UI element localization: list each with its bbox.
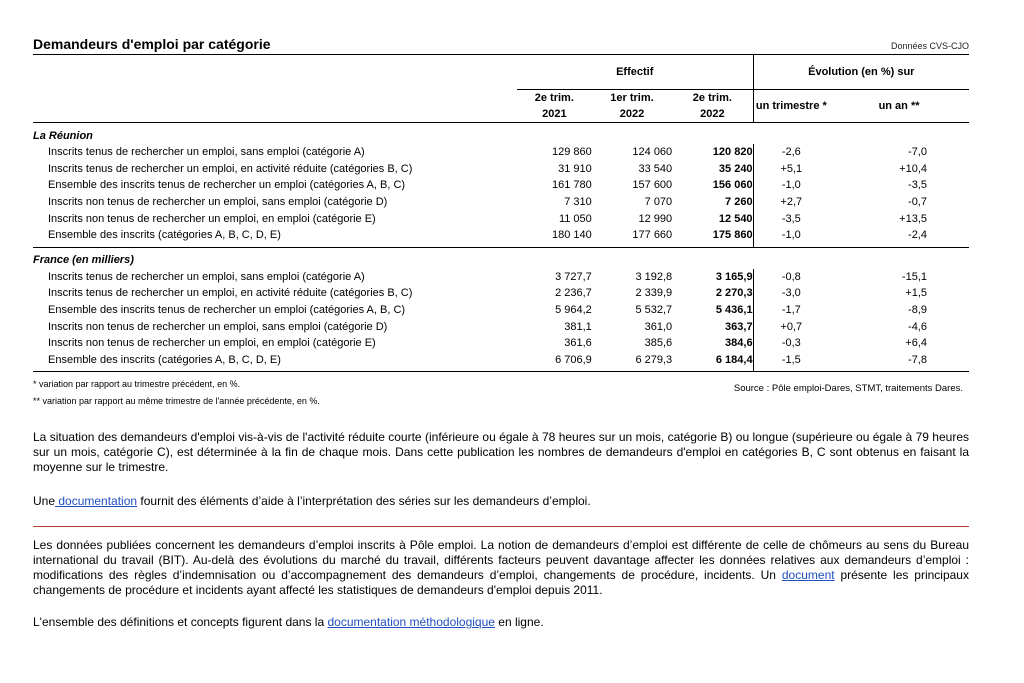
value-q2-2021: 6 706,9 [555, 353, 592, 366]
value-q1-2022: 385,6 [644, 337, 673, 350]
change-quarter: -1,5 [753, 352, 829, 369]
table-row [33, 302, 969, 319]
table-row [33, 210, 969, 227]
value-q2-2021: 11 050 [558, 212, 592, 225]
document-link[interactable]: document [781, 568, 835, 583]
paragraph-documentation: Une documentation fournit des éléments d’aide à l’interprétation des séries sur les demandeurs d’emploi. [33, 494, 591, 509]
change-quarter: -3,0 [753, 285, 829, 302]
change-year: -0,7 [908, 196, 927, 209]
change-year: +13,5 [899, 212, 927, 225]
data-note: Données CVS-CJO [890, 41, 969, 51]
section-header [33, 247, 969, 269]
value-q2-2022: 120 820 [712, 146, 753, 159]
page-title: Demandeurs d'emploi par catégorie [33, 36, 271, 52]
table-header-bar [33, 36, 969, 55]
value-q1-2022: 12 990 [638, 212, 673, 225]
change-quarter: -3,5 [753, 210, 829, 227]
value-q2-2022: 7 260 [725, 196, 753, 209]
table-row [33, 318, 969, 335]
column-header-row [33, 90, 969, 123]
change-year: -7,8 [908, 353, 927, 366]
row-label: Inscrits tenus de rechercher un emploi, sans emploi (catégorie A) [48, 270, 365, 283]
value-q2-2021: 129 860 [552, 146, 592, 159]
section-title: La Réunion [33, 129, 93, 142]
row-label: Ensemble des inscrits (catégories A, B, C, D, E) [48, 353, 281, 366]
notes [33, 379, 969, 409]
table-row [33, 269, 969, 286]
paragraph-activity: La situation des demandeurs d'emploi vis-à-vis de l'activité réduite courte (inférieure ou égale à 78 heures sur un mois, catégorie B) ou longue (supérieure ou égale à 79 heures sur un mois, catégorie C), est déterminée à la fin de chaque mois. Dans cette publication les nombres de demandeurs d'emploi en catégories B, C sont obtenus en faisant la moyenne sur le trimestre. [33, 430, 969, 475]
group-header-row [33, 55, 969, 90]
table-row [33, 194, 969, 211]
change-year: +6,4 [905, 337, 927, 350]
value-q1-2022: 7 070 [644, 196, 673, 209]
group-evolution: Évolution (en %) sur [753, 55, 969, 90]
change-quarter: -0,8 [753, 269, 829, 286]
documentation-link[interactable]: documentation [55, 494, 138, 509]
page-content [33, 36, 969, 630]
value-q2-2022: 363,7 [725, 320, 753, 333]
section-title: France (en milliers) [33, 254, 134, 267]
group-effectif: Effectif [517, 55, 753, 90]
col-q2-2021: 2e trim. 2021 [517, 90, 592, 123]
value-q1-2022: 5 532,7 [635, 304, 673, 317]
value-q2-2022: 6 184,4 [715, 353, 753, 366]
value-q1-2022: 124 060 [632, 146, 673, 159]
table-row [33, 144, 969, 161]
change-quarter: +5,1 [753, 161, 829, 178]
row-label: Inscrits non tenus de rechercher un emploi, en emploi (catégorie E) [48, 212, 376, 225]
col-q2-2022: 2e trim. 2022 [672, 90, 753, 123]
value-q2-2022: 384,6 [725, 337, 753, 350]
value-q1-2022: 361,0 [644, 320, 673, 333]
value-q1-2022: 3 192,8 [635, 270, 673, 283]
change-year: -15,1 [901, 270, 927, 283]
value-q2-2021: 361,6 [564, 337, 592, 350]
separator-line [33, 526, 969, 527]
footnote-quarter: * variation par rapport au trimestre précédent, en %. [33, 379, 241, 390]
row-label: Inscrits non tenus de rechercher un emploi, sans emploi (catégorie D) [48, 196, 388, 209]
value-q2-2021: 161 780 [552, 179, 592, 192]
paragraph-data-info: Les données publiées concernent les demandeurs d’emploi inscrits à Pôle emploi. La notion de demandeurs d’emploi est différente de celle de chômeurs au sens du Bureau international du travail (BIT). Au-delà des évolutions du marché du travail, différents facteurs peuvent davantage affecter les données relatives aux demandeurs d’emploi : modifications des règles d’indemnisation ou d’accompagnement des demandeurs d’emploi, changements de procédure, incidents. Un document présente les principaux changements de procédure et incidents ayant affecté les statistiques de demandeurs d'emploi depuis 2011. [33, 538, 969, 598]
value-q2-2021: 5 964,2 [555, 304, 592, 317]
value-q2-2022: 5 436,1 [715, 304, 753, 317]
value-q2-2022: 35 240 [718, 162, 753, 175]
change-quarter: -1,0 [753, 227, 829, 244]
table-row [33, 335, 969, 352]
table-row [33, 227, 969, 244]
row-label: Inscrits non tenus de rechercher un emploi, sans emploi (catégorie D) [48, 320, 388, 333]
methodology-link[interactable]: documentation méthodologique [327, 615, 495, 630]
source-note: Source : Pôle emploi-Dares, STMT, traitements Dares. [733, 383, 963, 395]
row-label: Inscrits tenus de rechercher un emploi, sans emploi (catégorie A) [48, 146, 365, 159]
value-q2-2021: 381,1 [564, 320, 592, 333]
change-quarter: +2,7 [753, 194, 829, 211]
footnote-year: ** variation par rapport au même trimestre de l'année précédente, en %. [33, 396, 320, 407]
value-q2-2021: 31 910 [558, 162, 592, 175]
value-q1-2022: 157 600 [632, 179, 673, 192]
row-label: Inscrits non tenus de rechercher un emploi, en emploi (catégorie E) [48, 337, 376, 350]
value-q1-2022: 6 279,3 [635, 353, 673, 366]
value-q2-2021: 3 727,7 [555, 270, 592, 283]
value-q2-2021: 180 140 [552, 229, 592, 242]
value-q1-2022: 2 339,9 [635, 287, 673, 300]
change-quarter: -1,0 [753, 177, 829, 194]
table-row [33, 285, 969, 302]
row-label: Ensemble des inscrits tenus de rechercher un emploi (catégories A, B, C) [48, 179, 406, 192]
col-year: un an ** [829, 90, 969, 123]
value-q2-2022: 3 165,9 [715, 270, 753, 283]
change-year: +1,5 [905, 287, 927, 300]
change-year: -4,6 [908, 320, 927, 333]
table-row [33, 352, 969, 369]
data-table [33, 55, 969, 372]
change-quarter: -1,7 [753, 302, 829, 319]
paragraph-definitions: L'ensemble des définitions et concepts figurent dans la documentation méthodologique en ligne. [33, 615, 544, 630]
change-quarter: -2,6 [753, 144, 829, 161]
section-divider [33, 368, 969, 372]
row-label: Ensemble des inscrits (catégories A, B, C, D, E) [48, 229, 281, 242]
value-q1-2022: 33 540 [638, 162, 673, 175]
value-q2-2022: 12 540 [718, 212, 753, 225]
change-quarter: -0,3 [753, 335, 829, 352]
value-q2-2022: 2 270,3 [715, 287, 753, 300]
change-year: +10,4 [899, 162, 927, 175]
change-year: -8,9 [908, 304, 927, 317]
table-row [33, 177, 969, 194]
value-q2-2022: 175 860 [712, 229, 753, 242]
row-label: Inscrits tenus de rechercher un emploi, en activité réduite (catégories B, C) [48, 287, 413, 300]
value-q2-2021: 7 310 [564, 196, 592, 209]
row-label: Ensemble des inscrits tenus de rechercher un emploi (catégories A, B, C) [48, 304, 406, 317]
change-year: -7,0 [908, 146, 927, 159]
value-q2-2022: 156 060 [712, 179, 753, 192]
table-row [33, 161, 969, 178]
col-quarter: un trimestre * [753, 90, 829, 123]
value-q2-2021: 2 236,7 [555, 287, 592, 300]
change-year: -3,5 [908, 179, 927, 192]
value-q1-2022: 177 660 [632, 229, 673, 242]
change-quarter: +0,7 [753, 318, 829, 335]
section-header [33, 123, 969, 145]
row-label: Inscrits tenus de rechercher un emploi, en activité réduite (catégories B, C) [48, 162, 413, 175]
change-year: -2,4 [908, 229, 927, 242]
col-q1-2022: 1er trim. 2022 [592, 90, 672, 123]
